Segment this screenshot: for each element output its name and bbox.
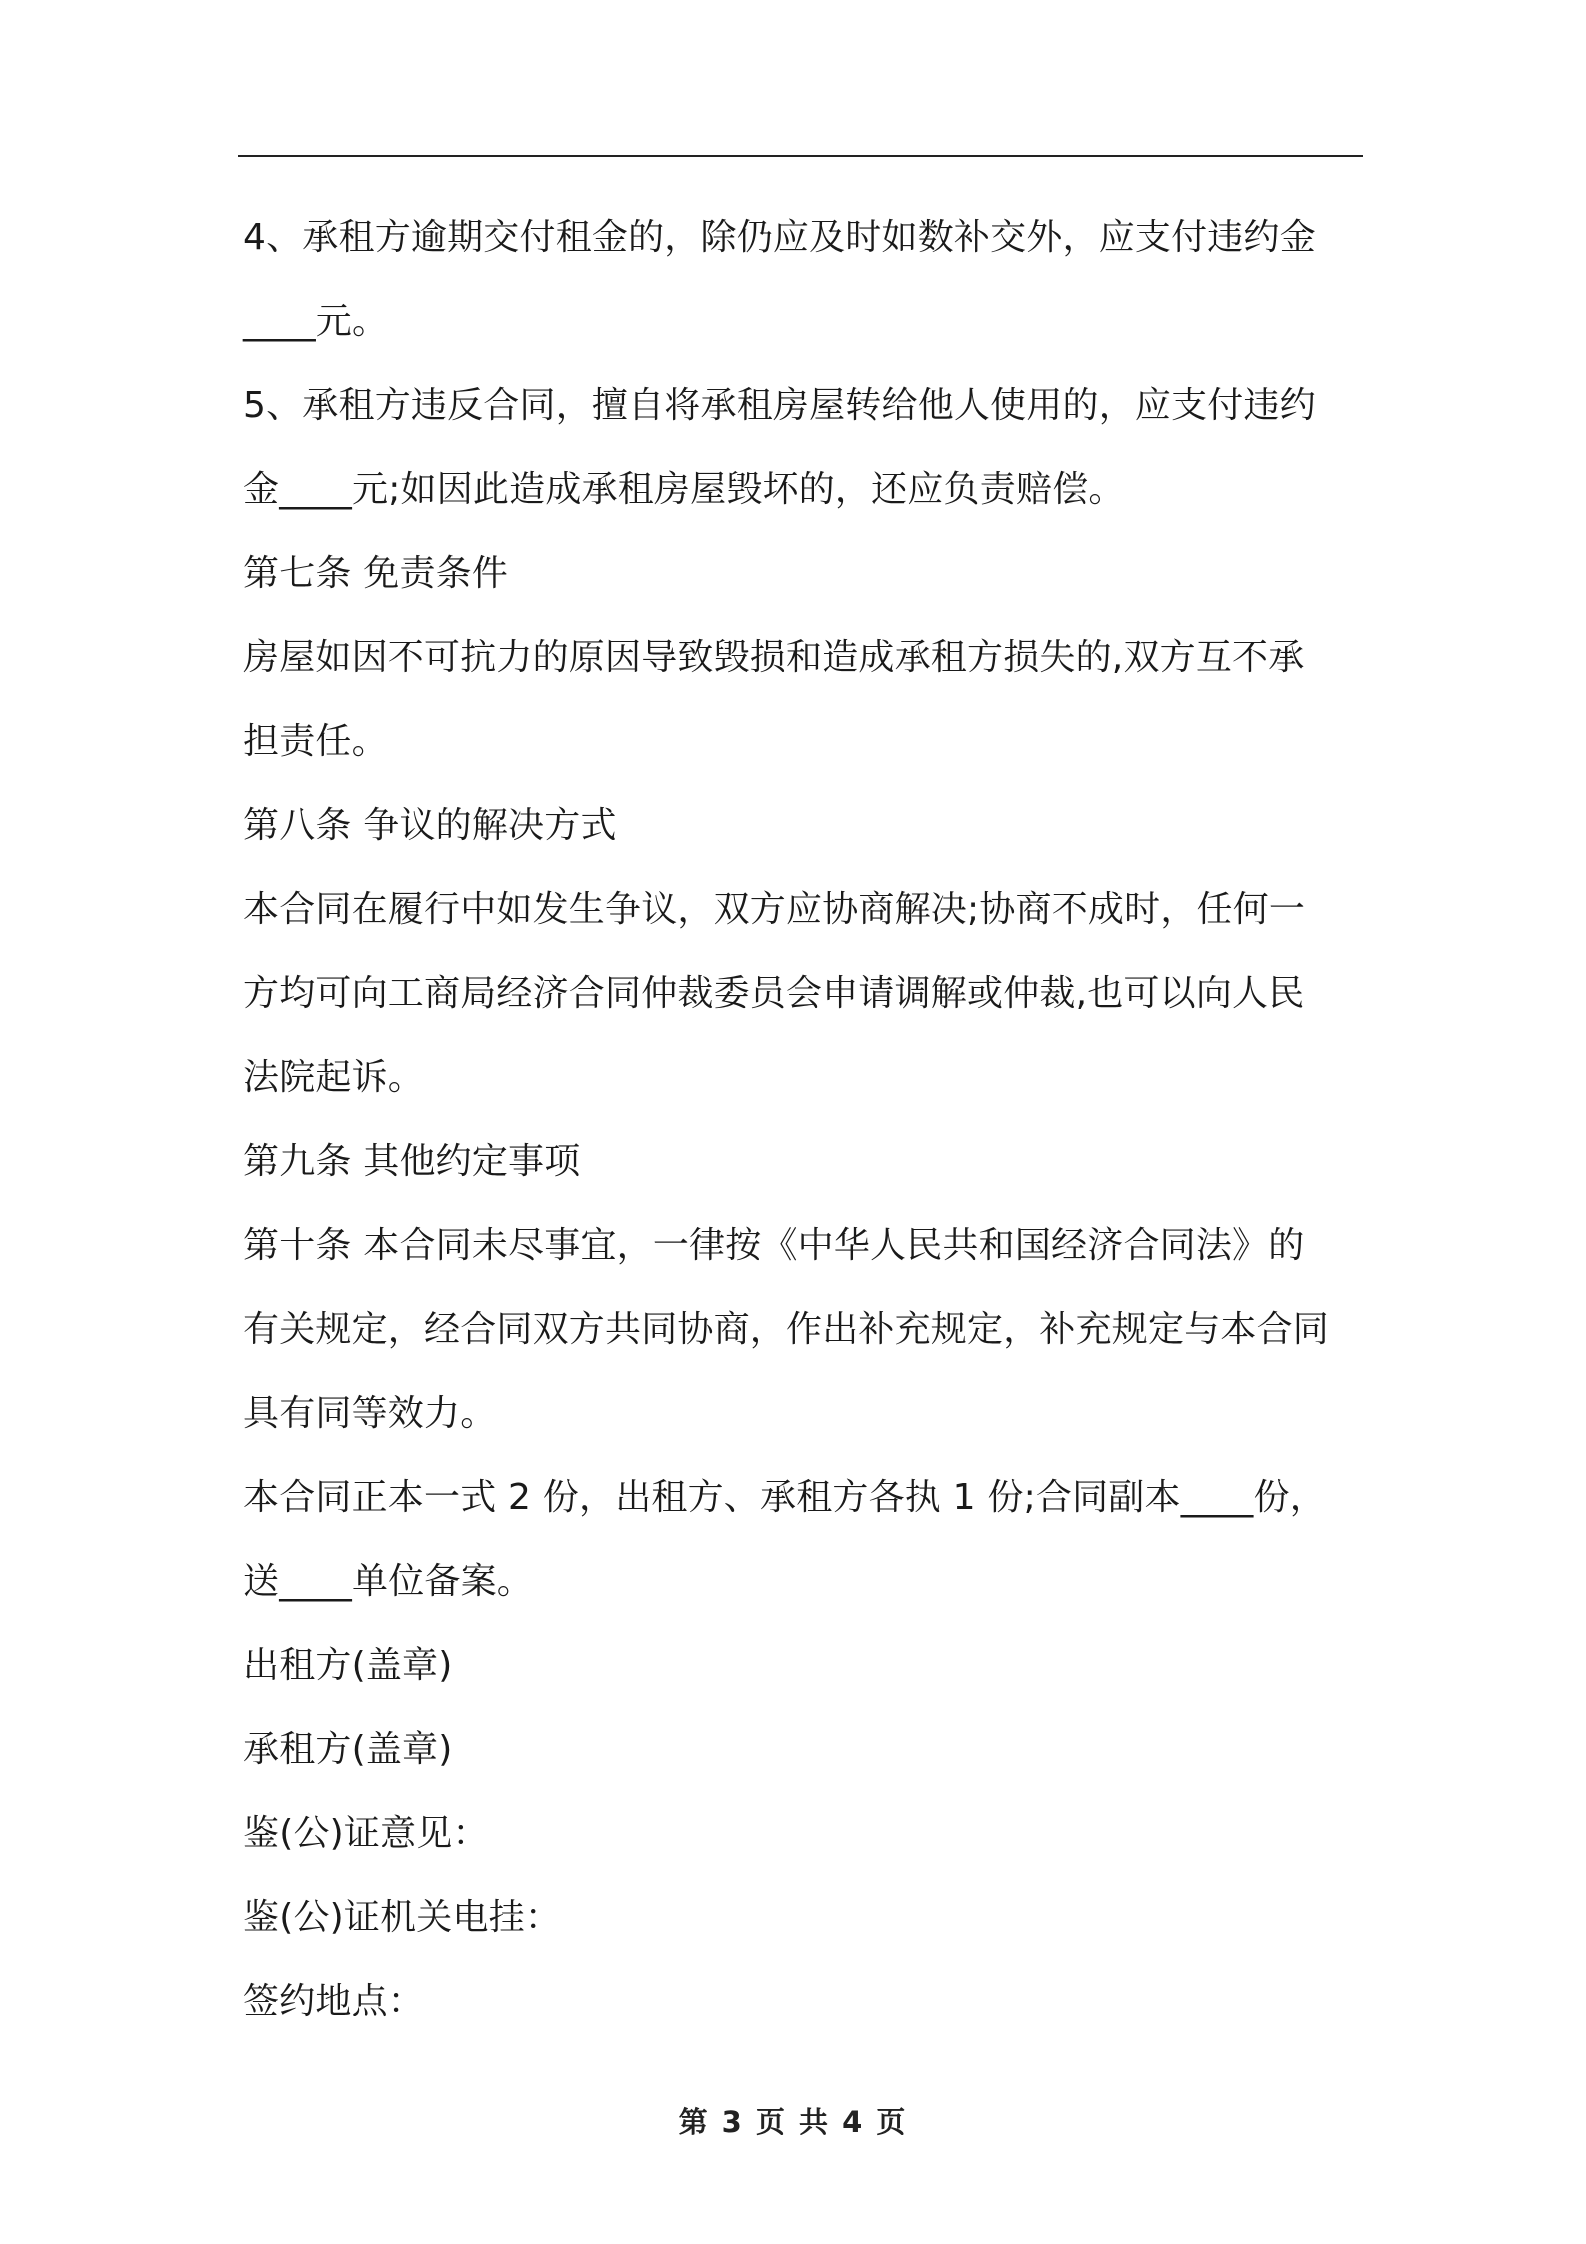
lessor-seal-field: 出租方(盖章) [243,1645,453,1686]
clause-6-item-5-line-1: 5、承租方违反合同，擅自将承租房屋转给他人使用的，应支付违约 [243,385,1316,426]
clause-6-item-4-line-1: 4、承租方逾期交付租金的，除仍应及时如数补交外，应支付违约金 [243,217,1316,258]
clause-7-text-line-2: 担责任。 [243,721,388,762]
page-number-footer: 第 3 页 共 4 页 [678,2105,908,2139]
clause-6-item-5-line-2: 金____元;如因此造成承租房屋毁坏的，还应负责赔偿。 [243,469,1125,510]
clause-8-text-line-2: 方均可向工商局经济合同仲裁委员会申请调解或仲裁,也可以向人民 [243,973,1305,1014]
clause-7-heading: 第七条 免责条件 [243,553,509,594]
clause-10-line-3: 具有同等效力。 [243,1393,497,1434]
clause-6-item-4-line-2: ____元。 [243,301,389,342]
document-body [243,196,1368,2044]
copies-line-1: 本合同正本一式 2 份，出租方、承租方各执 1 份;合同副本____份， [243,1477,1326,1518]
notary-opinion-field: 鉴(公)证意见： [243,1813,489,1854]
copies-line-2: 送____单位备案。 [243,1561,534,1602]
clause-8-text-line-1: 本合同在履行中如发生争议，双方应协商解决;协商不成时，任何一 [243,889,1306,930]
clause-10-line-1: 第十条 本合同未尽事宜，一律按《中华人民共和国经济合同法》的 [243,1225,1305,1266]
notary-cable-field: 鉴(公)证机关电挂： [243,1897,562,1938]
clause-7-text-line-1: 房屋如因不可抗力的原因导致毁损和造成承租方损失的,双方互不承 [243,637,1305,678]
clause-9-heading: 第九条 其他约定事项 [243,1141,581,1182]
clause-8-text-line-3: 法院起诉。 [243,1057,425,1098]
signing-location-field: 签约地点： [243,1981,425,2022]
header-divider [238,155,1363,157]
clause-10-line-2: 有关规定，经合同双方共同协商，作出补充规定，补充规定与本合同 [243,1309,1330,1350]
clause-8-heading: 第八条 争议的解决方式 [243,805,617,846]
lessee-seal-field: 承租方(盖章) [243,1729,453,1770]
